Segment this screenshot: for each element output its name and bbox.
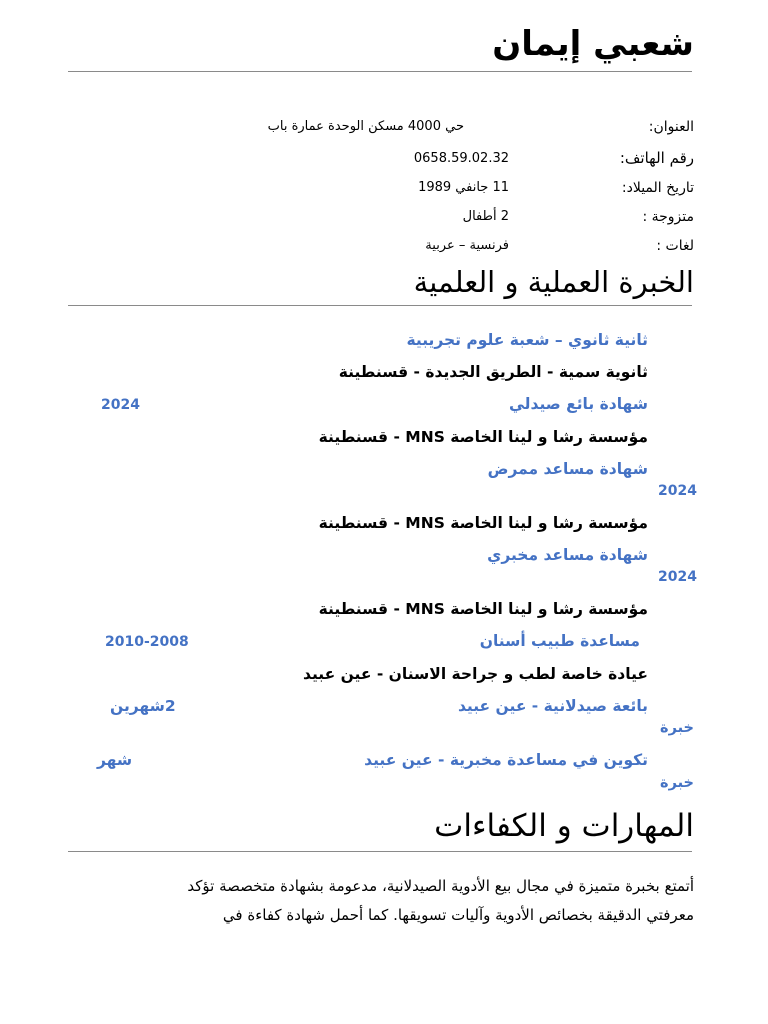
experience-item-year: 2010-2008: [105, 634, 189, 650]
languages-label: لغات :: [656, 238, 694, 254]
experience-item-place: مؤسسة رشا و لينا الخاصة MNS - قسنطينة: [318, 514, 648, 532]
phone-label: رقم الهاتف:: [619, 149, 694, 167]
status-value: 2 أطفال: [462, 209, 509, 224]
experience-item-duration: 2شهرين: [110, 697, 176, 715]
experience-item-duration: شهر: [97, 751, 133, 769]
experience-item-year: 2024: [658, 569, 697, 585]
skills-section-title: المهارات و الكفاءات: [434, 808, 694, 844]
experience-item-note: خبرة: [660, 720, 694, 736]
birth-label: تاريخ الميلاد:: [621, 180, 694, 196]
experience-item-place: ثانوية سمية - الطريق الجديدة - قسنطينة: [338, 363, 648, 381]
experience-item-title: تكوين في مساعدة مخبرية - عين عبيد: [364, 751, 648, 769]
experience-item-year: 2024: [658, 483, 697, 499]
skills-paragraph-line: أتمتع بخبرة متميزة في مجال بيع الأدوية الصيدلانية، مدعومة بشهادة متخصصة تؤكد: [187, 877, 694, 895]
experience-item-title: بائعة صيدلانية - عين عبيد: [457, 697, 648, 715]
experience-section-title: الخبرة العملية و العلمية: [413, 265, 694, 299]
experience-item-title: شهادة مساعد ممرض: [487, 460, 648, 478]
experience-item-title: ثانية ثانوي – شعبة علوم تجريبية: [406, 331, 648, 349]
status-label: متزوجة :: [642, 209, 694, 225]
phone-value: 0658.59.02.32: [413, 151, 509, 166]
candidate-name: شعبي إيمان: [492, 24, 694, 64]
experience-item-title: شهادة بائع صيدلي: [508, 395, 648, 413]
address-label: العنوان:: [648, 119, 694, 135]
skills-paragraph-line: معرفتي الدقيقة بخصائص الأدوية وآليات تسويقها. كما أحمل شهادة كفاءة في: [222, 906, 694, 924]
header-divider: [68, 71, 692, 72]
experience-item-place: مؤسسة رشا و لينا الخاصة MNS - قسنطينة: [318, 600, 648, 618]
experience-item-title: شهادة مساعد مخبري: [487, 546, 648, 564]
experience-divider: [68, 305, 692, 306]
skills-divider: [68, 851, 692, 852]
experience-item-place: مؤسسة رشا و لينا الخاصة MNS - قسنطينة: [318, 428, 648, 446]
experience-item-title: مساعدة طبيب أسنان: [479, 632, 640, 650]
languages-value: فرنسية – عربية: [425, 238, 509, 253]
address-value: حي 4000 مسكن الوحدة عمارة باب: [267, 119, 464, 134]
experience-item-place: عيادة خاصة لطب و جراحة الاسنان - عين عبيد: [302, 665, 648, 683]
birth-value: 11 جانفي 1989: [418, 180, 509, 195]
experience-item-note: خبرة: [660, 775, 694, 791]
experience-item-year: 2024: [101, 397, 140, 413]
